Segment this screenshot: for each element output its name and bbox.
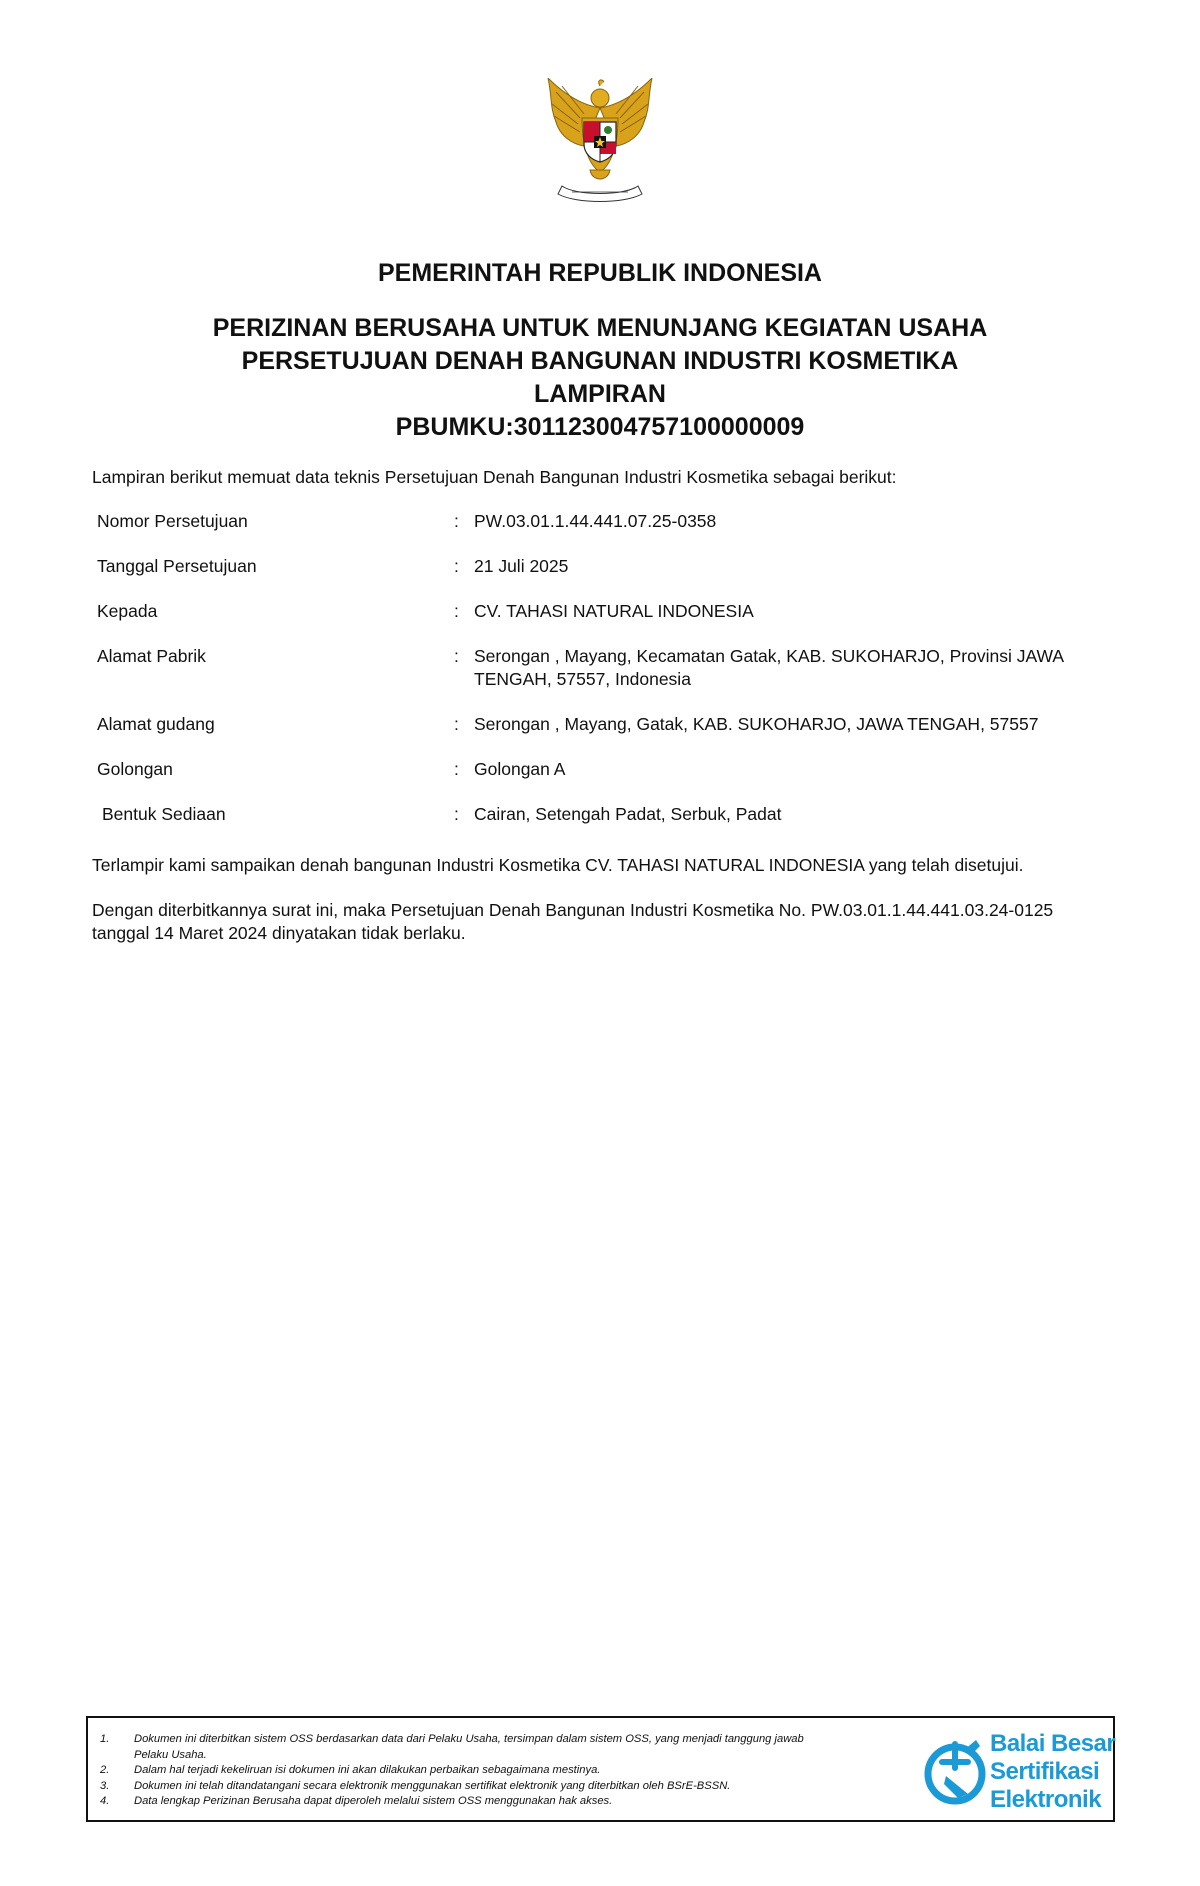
logo-line: Sertifikasi <box>990 1758 1100 1785</box>
garuda-emblem-icon <box>536 78 664 204</box>
field-value: Cairan, Setengah Padat, Serbuk, Padat <box>474 804 782 824</box>
list-item <box>100 1732 920 1763</box>
field-value: PW.03.01.1.44.441.07.25-0358 <box>474 511 717 531</box>
field-approval-number <box>97 510 1117 533</box>
note-text <box>134 1732 920 1763</box>
field-label: Alamat gudang <box>97 714 215 734</box>
field-recipient <box>97 600 1117 623</box>
footer-notes-list <box>100 1732 920 1810</box>
document-header <box>0 258 1200 444</box>
technical-data-list <box>97 510 1117 848</box>
field-approval-date <box>97 555 1117 578</box>
logo-line: Elektronik <box>990 1786 1102 1813</box>
field-warehouse-address <box>97 713 1117 736</box>
note-text: Dokumen ini telah ditandatangani secara elektronik menggunakan sertifikat elektronik yang diterbitkan oleh BSrE-BSSN. <box>134 1779 731 1792</box>
field-value-line: TENGAH, 57557, Indonesia <box>474 669 691 689</box>
note-line: Dokumen ini diterbitkan sistem OSS berdasarkan data dari Pelaku Usaha, tersimpan dalam sistem OSS, yang menjadi tanggung jawab <box>134 1733 804 1745</box>
note-number: 4. <box>100 1795 110 1807</box>
attachment-title: LAMPIRAN <box>534 380 666 408</box>
bsre-logo-icon <box>924 1732 986 1816</box>
bsre-logo-text <box>990 1730 1115 1814</box>
government-title: PEMERINTAH REPUBLIK INDONESIA <box>377 259 822 287</box>
permit-title: PERIZINAN BERUSAHA UNTUK MENUNJANG KEGIATAN USAHA <box>212 314 988 342</box>
revocation-statement-line-2: tanggal 14 Maret 2024 dinyatakan tidak berlaku. <box>92 923 466 943</box>
field-value: CV. TAHASI NATURAL INDONESIA <box>474 601 754 621</box>
field-label: Tanggal Persetujuan <box>97 556 257 576</box>
field-colon: : <box>454 556 459 576</box>
note-number: 1. <box>100 1733 110 1745</box>
revocation-statement-line-1: Dengan diterbitkannya surat ini, maka Persetujuan Denah Bangunan Industri Kosmetika No. PW.03.01.1.44.441.03.24-0125 <box>92 900 1054 920</box>
permit-subtitle: PERSETUJUAN DENAH BANGUNAN INDUSTRI KOSMETIKA <box>241 347 959 375</box>
field-value: Serongan , Mayang, Gatak, KAB. SUKOHARJO, JAWA TENGAH, 57557 <box>474 714 1039 734</box>
list-item <box>100 1794 920 1810</box>
note-text: Data lengkap Perizinan Berusaha dapat diperoleh melalui sistem OSS menggunakan hak akses. <box>134 1795 613 1807</box>
pbumku-number: PBUMKU:301123004757100000009 <box>395 413 805 441</box>
field-colon: : <box>454 804 459 824</box>
footer-notes-box <box>86 1716 1115 1822</box>
field-value: Golongan A <box>474 759 566 779</box>
field-colon: : <box>454 601 459 621</box>
field-label: Bentuk Sediaan <box>102 804 226 824</box>
field-colon: : <box>454 714 459 734</box>
field-label: Alamat Pabrik <box>97 646 206 666</box>
field-factory-address <box>97 645 1117 691</box>
intro-text: Lampiran berikut memuat data teknis Persetujuan Denah Bangunan Industri Kosmetika sebagai berikut: <box>92 467 897 487</box>
field-label: Nomor Persetujuan <box>97 511 248 531</box>
field-value: 21 Juli 2025 <box>474 556 569 576</box>
logo-line: Balai Besar <box>990 1730 1116 1757</box>
field-dosage-form <box>97 803 1117 826</box>
field-colon: : <box>454 759 459 779</box>
note-line: Pelaku Usaha. <box>134 1748 207 1761</box>
field-value-line: Serongan , Mayang, Kecamatan Gatak, KAB. SUKOHARJO, Provinsi JAWA <box>474 646 1065 666</box>
note-text: Dalam hal terjadi kekeliruan isi dokumen ini akan dilakukan perbaikan sebagaimana mestinya. <box>134 1764 601 1776</box>
field-colon: : <box>454 511 459 531</box>
list-item <box>100 1763 920 1779</box>
field-group <box>97 758 1117 781</box>
attachment-statement: Terlampir kami sampaikan denah bangunan Industri Kosmetika CV. TAHASI NATURAL INDONESIA yang telah disetujui. <box>92 855 1024 875</box>
list-item <box>100 1779 920 1795</box>
field-label: Kepada <box>97 601 158 621</box>
field-colon: : <box>454 646 459 666</box>
field-value <box>474 645 1117 691</box>
bsre-logo <box>920 1726 1116 1816</box>
field-label: Golongan <box>97 759 173 779</box>
note-number: 2. <box>100 1764 110 1776</box>
note-number: 3. <box>100 1779 110 1792</box>
